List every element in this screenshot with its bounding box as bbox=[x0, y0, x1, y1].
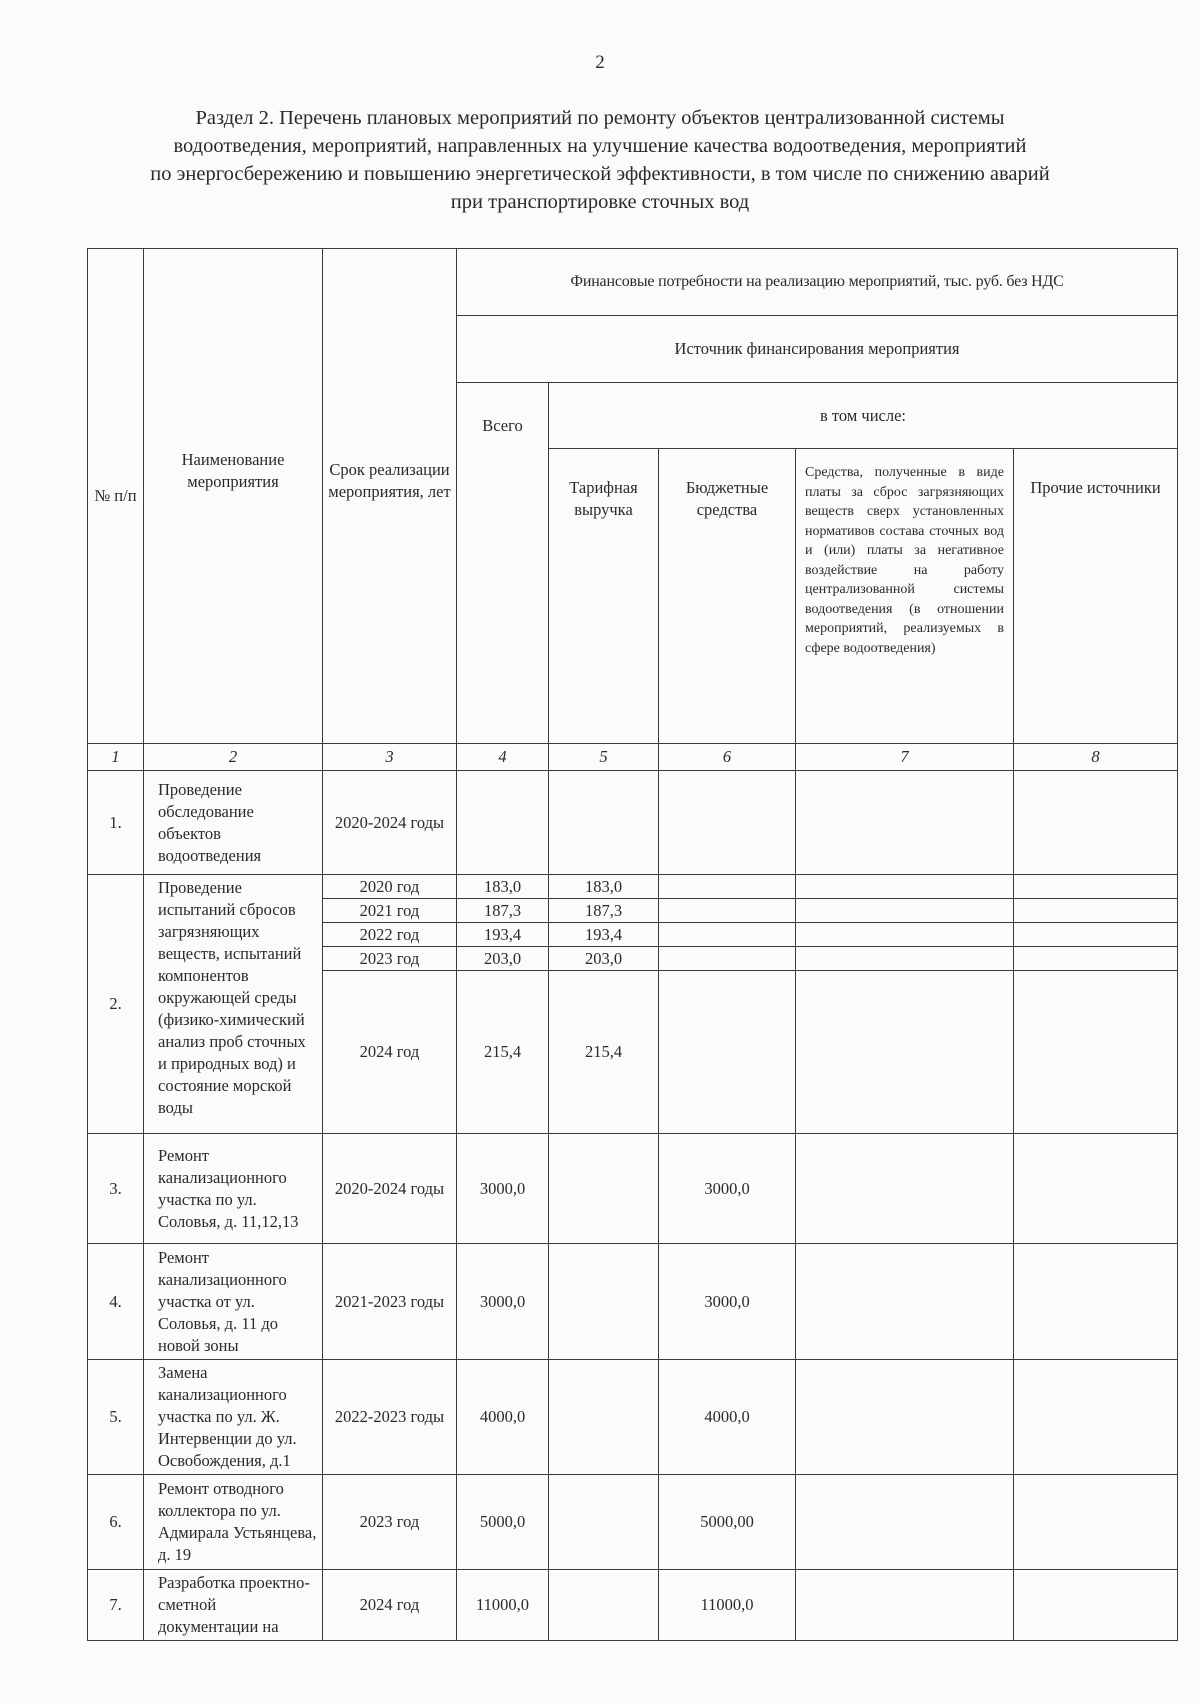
row-tariff bbox=[549, 1475, 659, 1570]
row-budget: 3000,0 bbox=[659, 1134, 796, 1244]
row-budget bbox=[659, 899, 796, 923]
header-name: Наименование мероприятия bbox=[144, 249, 323, 744]
row-other bbox=[1014, 875, 1178, 899]
row-fees bbox=[796, 1134, 1014, 1244]
row-name: Ремонт канализационного участка от ул. Соловья, д. 11 до новой зоны bbox=[144, 1244, 323, 1360]
table-row bbox=[88, 1570, 1178, 1641]
row-other bbox=[1014, 1244, 1178, 1360]
row-term: 2022-2023 годы bbox=[323, 1360, 457, 1475]
row-total: 187,3 bbox=[457, 899, 549, 923]
row-term: 2022 год bbox=[323, 923, 457, 947]
title-line: Раздел 2. Перечень плановых мероприятий по ремонту объектов централизованной системы bbox=[195, 107, 1005, 129]
row-budget bbox=[659, 971, 796, 1134]
row-tariff: 187,3 bbox=[549, 899, 659, 923]
column-number: 7 bbox=[796, 744, 1014, 771]
row-other bbox=[1014, 899, 1178, 923]
row-total: 193,4 bbox=[457, 923, 549, 947]
table-row bbox=[88, 1134, 1178, 1244]
row-name: Ремонт отводного коллектора по ул. Адмирала Устьянцева, д. 19 bbox=[144, 1475, 323, 1570]
header-financial: Финансовые потребности на реализацию мероприятий, тыс. руб. без НДС bbox=[457, 249, 1178, 316]
row-fees bbox=[796, 1244, 1014, 1360]
row-fees bbox=[796, 1570, 1014, 1641]
row-term: 2021-2023 годы bbox=[323, 1244, 457, 1360]
header-num: № п/п bbox=[88, 249, 144, 744]
row-other bbox=[1014, 923, 1178, 947]
header-term: Срок реализации мероприятия, лет bbox=[323, 249, 457, 744]
column-number: 8 bbox=[1014, 744, 1178, 771]
row-budget: 3000,0 bbox=[659, 1244, 796, 1360]
row-fees bbox=[796, 971, 1014, 1134]
row-budget bbox=[659, 923, 796, 947]
row-budget bbox=[659, 771, 796, 875]
row-term: 2023 год bbox=[323, 947, 457, 971]
table-row bbox=[88, 1475, 1178, 1570]
column-number-row bbox=[88, 744, 1178, 771]
title-line: водоотведения, мероприятий, направленных на улучшение качества водоотведения, мероприятий bbox=[173, 135, 1027, 157]
row-num: 7. bbox=[88, 1570, 144, 1641]
row-term: 2024 год bbox=[323, 1570, 457, 1641]
header-tariff: Тарифная выручка bbox=[549, 449, 659, 744]
row-num: 5. bbox=[88, 1360, 144, 1475]
row-total: 183,0 bbox=[457, 875, 549, 899]
row-other bbox=[1014, 1570, 1178, 1641]
row-term: 2020-2024 годы bbox=[323, 771, 457, 875]
header-total: Всего bbox=[457, 383, 549, 744]
row-other bbox=[1014, 771, 1178, 875]
header-fees: Средства, полученные в виде платы за сброс загрязняющих веществ сверх установленных нормативов состава сточных вод и (или) платы за негативное воздействие на работу централизованной системы водоотведения (в отношении мероприятий, реализуемых в сфере водоотведения) bbox=[796, 449, 1014, 744]
row-other bbox=[1014, 1360, 1178, 1475]
table-row bbox=[88, 1244, 1178, 1360]
row-total: 215,4 bbox=[457, 971, 549, 1134]
section-title bbox=[120, 104, 1080, 216]
row-tariff: 183,0 bbox=[549, 875, 659, 899]
row-term: 2024 год bbox=[323, 971, 457, 1134]
row-name: Разработка проектно-сметной документации на bbox=[144, 1570, 323, 1641]
row-name: Замена канализационного участка по ул. Ж. Интервенции до ул. Освобождения, д.1 bbox=[144, 1360, 323, 1475]
row-fees bbox=[796, 1360, 1014, 1475]
table-row bbox=[88, 875, 1178, 899]
row-tariff: 193,4 bbox=[549, 923, 659, 947]
row-term: 2020 год bbox=[323, 875, 457, 899]
row-num: 1. bbox=[88, 771, 144, 875]
row-fees bbox=[796, 923, 1014, 947]
table-row bbox=[88, 1360, 1178, 1475]
row-budget bbox=[659, 947, 796, 971]
row-other bbox=[1014, 947, 1178, 971]
row-budget: 4000,0 bbox=[659, 1360, 796, 1475]
title-line: при транспортировке сточных вод bbox=[450, 191, 750, 213]
row-total: 203,0 bbox=[457, 947, 549, 971]
row-budget: 11000,0 bbox=[659, 1570, 796, 1641]
row-term: 2020-2024 годы bbox=[323, 1134, 457, 1244]
row-tariff bbox=[549, 1134, 659, 1244]
row-budget: 5000,00 bbox=[659, 1475, 796, 1570]
row-name: Проведение испытаний сбросов загрязняющих веществ, испытаний компонентов окружающей среды (физико-химический анализ проб сточных и природных вод) и состояние морской воды bbox=[144, 875, 323, 1134]
row-fees bbox=[796, 947, 1014, 971]
row-term: 2021 год bbox=[323, 899, 457, 923]
row-total: 3000,0 bbox=[457, 1244, 549, 1360]
row-tariff: 215,4 bbox=[549, 971, 659, 1134]
column-number: 4 bbox=[457, 744, 549, 771]
column-number: 6 bbox=[659, 744, 796, 771]
row-other bbox=[1014, 1475, 1178, 1570]
header-row-financial bbox=[88, 249, 1178, 316]
row-total: 3000,0 bbox=[457, 1134, 549, 1244]
header-budget: Бюджетные средства bbox=[659, 449, 796, 744]
row-fees bbox=[796, 1475, 1014, 1570]
row-fees bbox=[796, 899, 1014, 923]
page-number: 2 bbox=[595, 52, 605, 73]
row-fees bbox=[796, 875, 1014, 899]
row-num: 2. bbox=[88, 875, 144, 1134]
row-other bbox=[1014, 1134, 1178, 1244]
row-tariff bbox=[549, 771, 659, 875]
row-tariff bbox=[549, 1244, 659, 1360]
row-total: 4000,0 bbox=[457, 1360, 549, 1475]
row-name: Ремонт канализационного участка по ул. Соловья, д. 11,12,13 bbox=[144, 1134, 323, 1244]
row-total bbox=[457, 771, 549, 875]
row-tariff bbox=[549, 1360, 659, 1475]
header-source: Источник финансирования мероприятия bbox=[457, 316, 1178, 383]
column-number: 3 bbox=[323, 744, 457, 771]
row-num: 4. bbox=[88, 1244, 144, 1360]
table-row bbox=[88, 771, 1178, 875]
row-total: 11000,0 bbox=[457, 1570, 549, 1641]
column-number: 1 bbox=[88, 744, 144, 771]
row-tariff: 203,0 bbox=[549, 947, 659, 971]
row-total: 5000,0 bbox=[457, 1475, 549, 1570]
activities-table bbox=[87, 248, 1178, 1641]
row-term: 2023 год bbox=[323, 1475, 457, 1570]
row-other bbox=[1014, 971, 1178, 1134]
row-name: Проведение обследование объектов водоотведения bbox=[144, 771, 323, 875]
column-number: 2 bbox=[144, 744, 323, 771]
header-other: Прочие источники bbox=[1014, 449, 1178, 744]
column-number: 5 bbox=[549, 744, 659, 771]
title-line: по энергосбережению и повышению энергетической эффективности, в том числе по снижению аварий bbox=[150, 163, 1050, 185]
row-fees bbox=[796, 771, 1014, 875]
header-including: в том числе: bbox=[549, 383, 1178, 449]
row-budget bbox=[659, 875, 796, 899]
row-num: 3. bbox=[88, 1134, 144, 1244]
row-tariff bbox=[549, 1570, 659, 1641]
row-num: 6. bbox=[88, 1475, 144, 1570]
